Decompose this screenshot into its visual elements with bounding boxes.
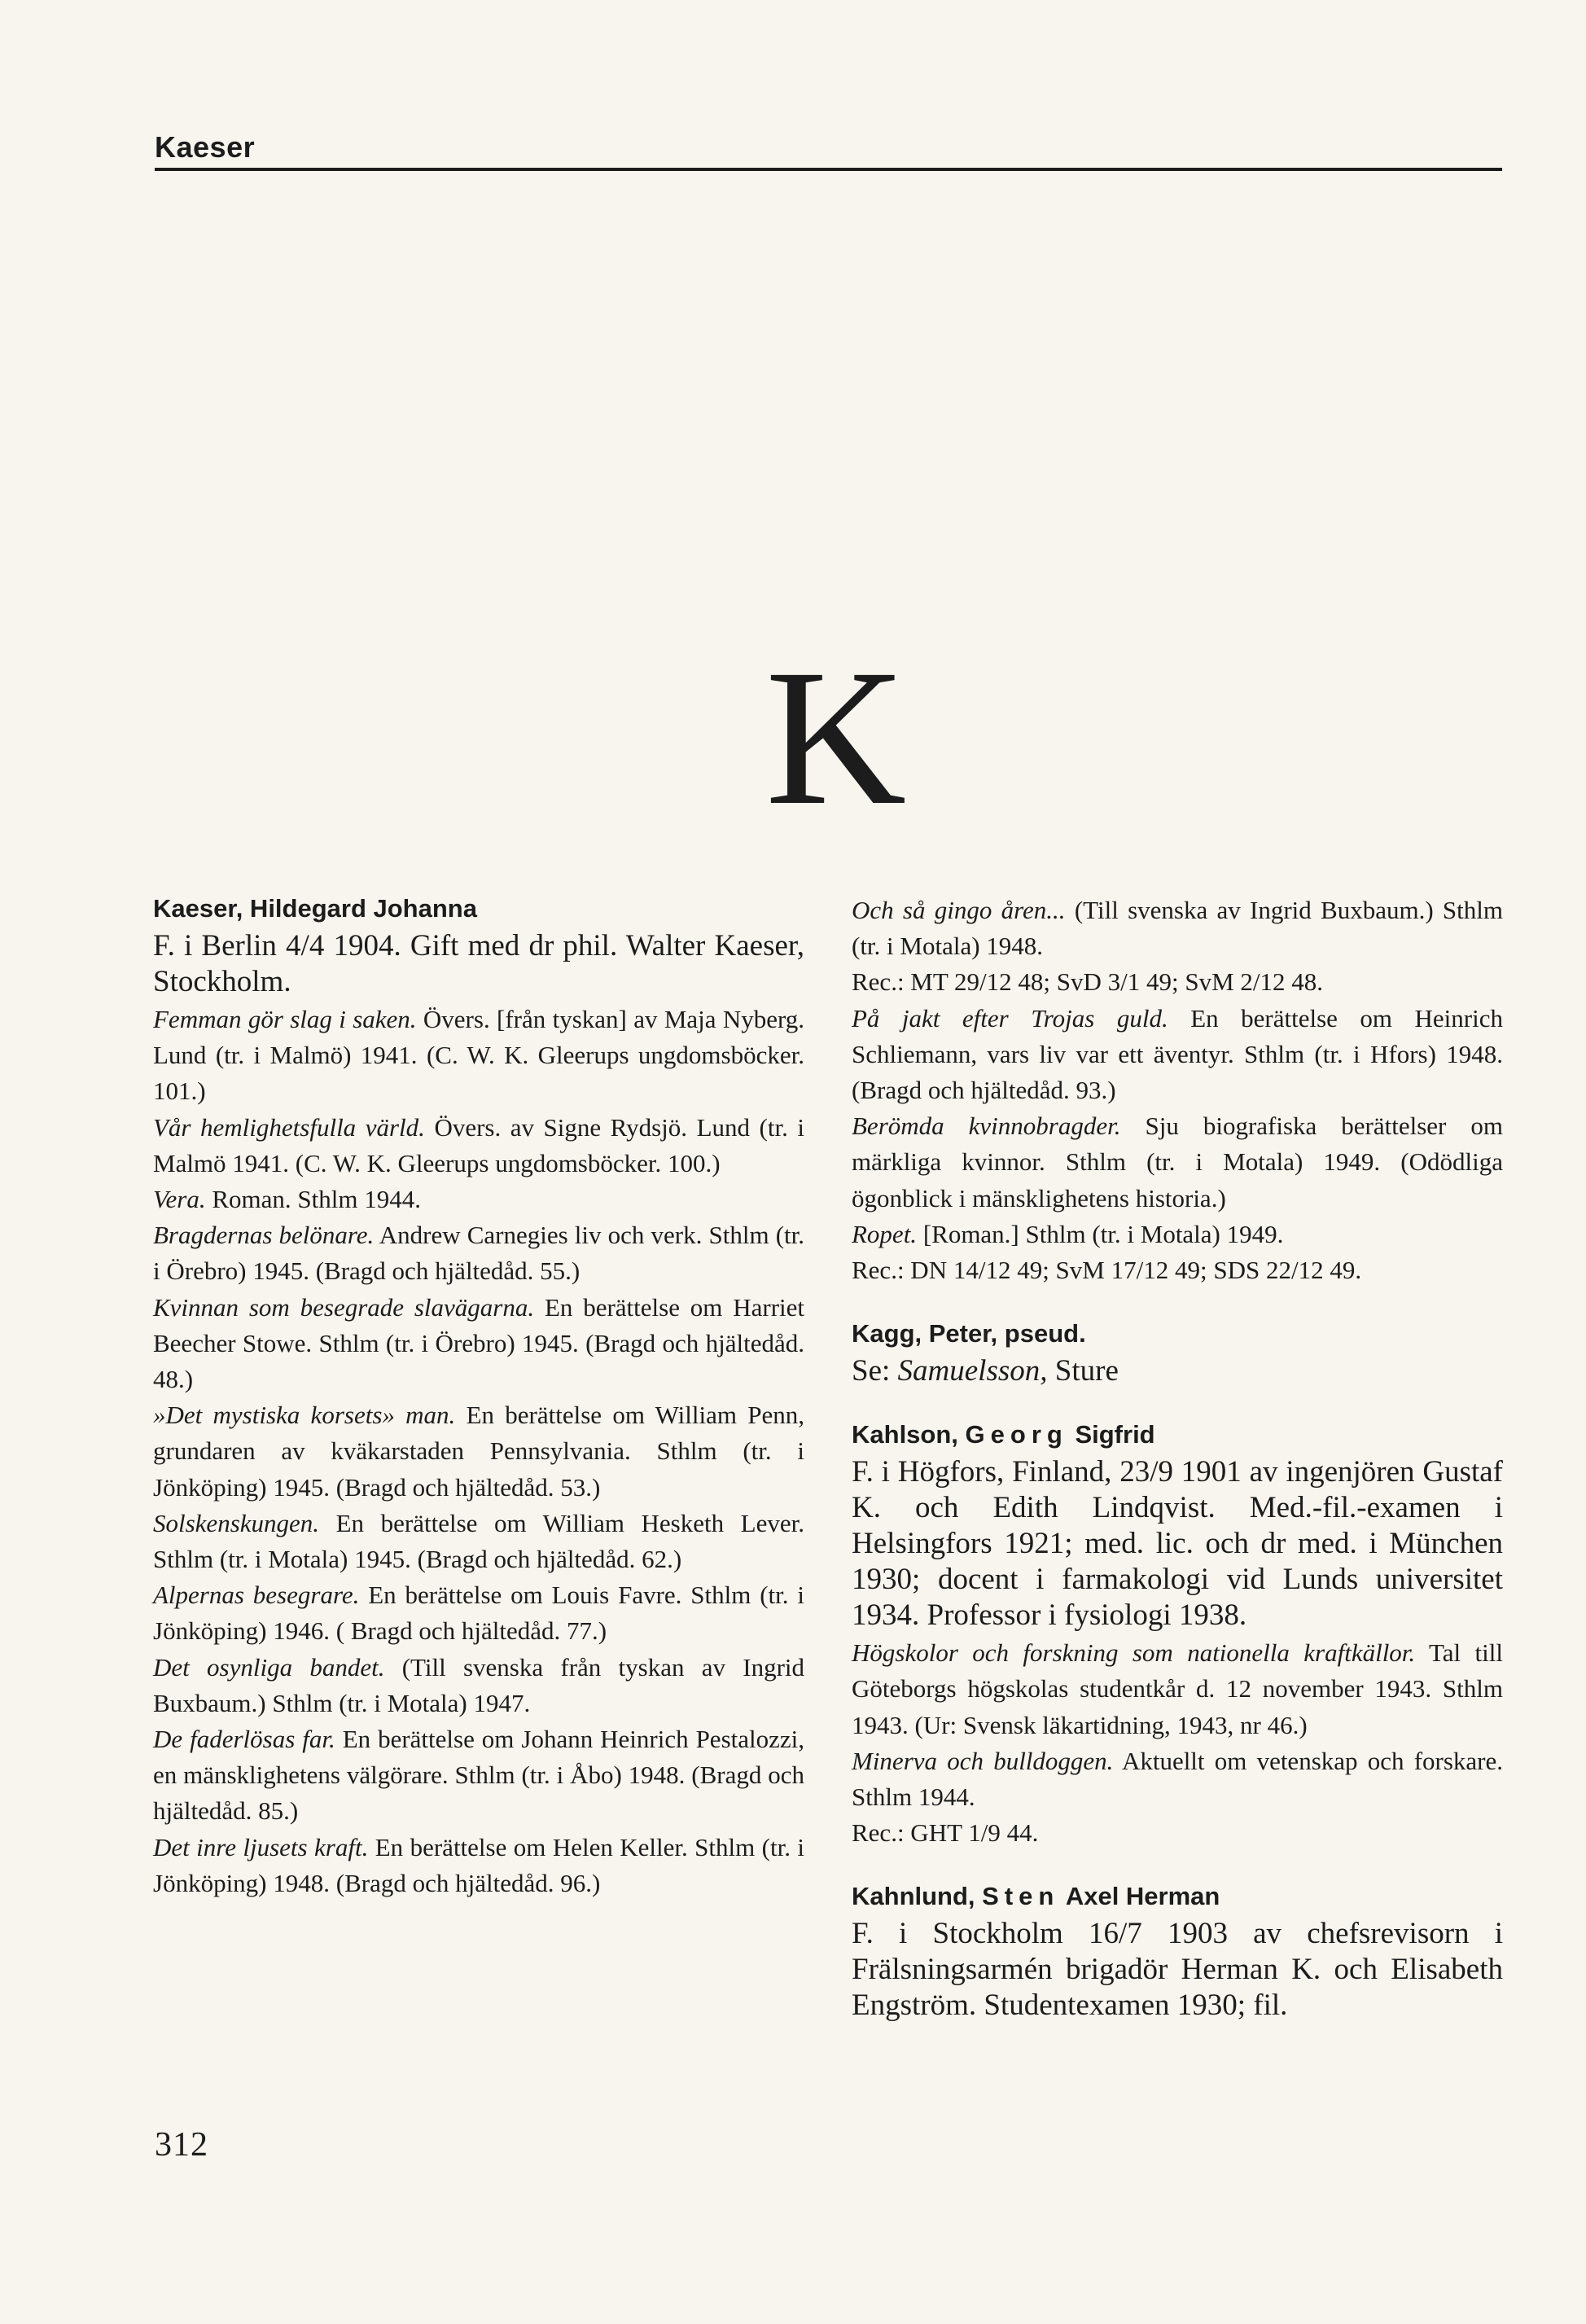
work-item <box>153 1182 804 1217</box>
left-column <box>153 892 804 1931</box>
work-title: Minerva och bulldoggen. <box>852 1746 1114 1775</box>
review-line: Rec.: MT 29/12 48; SvD 3/1 49; SvM 2/12 48. <box>852 967 1323 997</box>
review-line: Rec.: DN 14/12 49; SvM 17/12 49; SDS 22/12 49. <box>852 1256 1362 1285</box>
entry-name: Kagg, Peter, pseud. <box>852 1319 1086 1348</box>
work-details: Tal till Göteborgs högskolas studentkår d. 12 november 1943. Sthlm 1943. (Ur: Svensk läkartidning, 1943, nr 46.) <box>852 1638 1503 1739</box>
work-title: Berömda kvinnobragder. <box>852 1112 1121 1141</box>
work-title: Ropet. <box>852 1219 918 1248</box>
work-details: En berättelse om Johann Heinrich Pestalozzi, en mänsklighetens välgörare. Sthlm (tr. i Åbo) 1948. (Bragd och hjältedåd. 85.) <box>153 1725 804 1826</box>
see-surname: Samuelsson, <box>897 1354 1048 1388</box>
work-item <box>153 1506 804 1577</box>
work-item <box>153 1397 804 1506</box>
entry-name <box>852 1419 1503 1451</box>
work-title: »Det mystiska korsets» man. <box>153 1401 456 1430</box>
name-rest: Sigfrid <box>1075 1420 1155 1449</box>
work-item <box>153 1002 804 1110</box>
work-item <box>153 1650 804 1721</box>
work-title: Kvinnan som besegrade slavägarna. <box>153 1292 535 1322</box>
name-spaced: Sten <box>982 1882 1060 1911</box>
work-item <box>852 1108 1503 1217</box>
section-letter: K <box>765 629 907 845</box>
right-column <box>852 892 1503 2053</box>
entry-kaeser-continued <box>852 892 1503 1288</box>
work-title: Solskenskungen. <box>153 1508 320 1537</box>
see-given: Sture <box>1054 1354 1119 1388</box>
name-spaced: Georg <box>965 1420 1068 1449</box>
work-details: En berättelse om Heinrich Schliemann, vars liv var ett äventyr. Sthlm (tr. i Hfors) 1948. (Bragd och hjältedåd. 93.) <box>852 1003 1503 1105</box>
entry-bio: F. i Stockholm 16/7 1903 av chefsrevisorn i Frälsningsarmén brigadör Herman K. och Elisabeth Engström. Studentexamen 1930; fil. <box>852 1917 1503 2023</box>
work-item <box>852 1743 1503 1815</box>
work-item <box>153 1577 804 1649</box>
work-details: En berättelse om Harriet Beecher Stowe. Sthlm (tr. i Örebro) 1945. (Bragd och hjältedåd. 48.) <box>153 1292 805 1394</box>
work-item <box>852 1001 1503 1109</box>
work-item <box>153 1110 804 1182</box>
name-rest: Axel Herman <box>1065 1882 1220 1911</box>
work-details: Roman. Sthlm 1944. <box>212 1185 421 1214</box>
running-head: Kaeser <box>155 130 256 164</box>
work-title: Och så gingo åren... <box>852 896 1066 924</box>
work-item <box>852 1217 1503 1252</box>
see-prefix: Se: <box>852 1354 891 1388</box>
work-item <box>852 1635 1503 1743</box>
work-details: [Roman.] Sthlm (tr. i Motala) 1949. <box>922 1219 1284 1248</box>
header-rule <box>155 168 1502 171</box>
name-surname: Kahlson, <box>852 1420 958 1449</box>
work-title: Femman gör slag i saken. <box>153 1005 417 1033</box>
work-item <box>153 1217 804 1289</box>
work-details: Övers. av Signe Rydsjö. Lund (tr. i Malmö 1941. (C. W. K. Gleerups ungdomsböcker. 100.) <box>153 1112 804 1177</box>
work-title: Bragdernas belönare. <box>153 1221 375 1250</box>
work-details: En berättelse om William Penn, grundaren av kväkarstaden Pennsylvania. Sthlm (tr. i Jönköping) 1945. (Bragd och hjältedåd. 53.) <box>153 1401 805 1502</box>
entry-bio: F. i Berlin 4/4 1904. Gift med dr phil. Walter Kaeser, Stockholm. <box>153 929 804 998</box>
entry-kahnlund <box>852 1880 1503 2024</box>
work-title: Vera. <box>153 1185 206 1214</box>
work-details: Övers. [från tyskan] av Maja Nyberg. Lund (tr. i Malmö) 1941. (C. W. K. Gleerups ungdomsböcker. 101.) <box>153 1005 805 1106</box>
entry-name <box>852 1880 1503 1913</box>
work-item <box>153 1290 804 1398</box>
see-reference <box>852 1353 1503 1389</box>
work-details: (Till svenska från tyskan av Ingrid Buxbaum.) Sthlm (tr. i Motala) 1947. <box>153 1652 805 1717</box>
entry-bio: F. i Högfors, Finland, 23/9 1901 av ingenjören Gustaf K. och Edith Lindqvist. Med.-fil.-examen i Helsingfors 1921; med. lic. och dr med. i München 1930; docent i farmakologi vid Lunds universitet 1934. Professor i fysiologi 1938. <box>852 1455 1503 1633</box>
entry-name: Kaeser, Hildegard Johanna <box>153 894 477 923</box>
work-item <box>153 1721 804 1830</box>
work-details: En berättelse om Helen Keller. Sthlm (tr. i Jönköping) 1948. (Bragd och hjältedåd. 96.) <box>153 1832 804 1897</box>
name-surname: Kahnlund, <box>852 1882 975 1911</box>
work-details: (Till svenska av Ingrid Buxbaum.) Sthlm (tr. i Motala) 1948. <box>852 896 1504 961</box>
work-details: Sju biografiska berättelser om märkliga kvinnor. Sthlm (tr. i Motala) 1949. (Odödliga ögonblick i mänsklighetens historia.) <box>852 1112 1503 1212</box>
entry-kagg <box>852 1318 1503 1389</box>
work-title: Vår hemlighetsfulla värld. <box>153 1112 425 1142</box>
work-title: Alpernas besegrare. <box>153 1581 360 1610</box>
work-details: En berättelse om William Hesketh Lever. Sthlm (tr. i Motala) 1945. (Bragd och hjältedåd. 62.) <box>153 1508 804 1574</box>
page-number: 312 <box>155 2126 208 2164</box>
entry-kaeser <box>153 892 804 1901</box>
work-title: De faderlösas far. <box>153 1725 335 1754</box>
work-title: På jakt efter Trojas guld. <box>852 1003 1168 1033</box>
review-line: Rec.: GHT 1/9 44. <box>852 1818 1039 1848</box>
work-item <box>153 1830 804 1901</box>
work-title: Det inre ljusets kraft. <box>153 1832 369 1861</box>
entry-kahlson <box>852 1419 1503 1851</box>
work-details: En berättelse om Louis Favre. Sthlm (tr. i Jönköping) 1946. ( Bragd och hjältedåd. 77.) <box>153 1581 804 1646</box>
work-title: Högskolor och forskning som nationella kraftkällor. <box>852 1638 1416 1668</box>
work-details: Aktuellt om vetenskap och forskare. Sthlm 1944. <box>852 1746 1503 1812</box>
work-details: Andrew Carnegies liv och verk. Sthlm (tr. i Örebro) 1945. (Bragd och hjältedåd. 55.) <box>153 1221 804 1286</box>
work-title: Det osynliga bandet. <box>153 1652 385 1682</box>
work-item <box>852 892 1503 964</box>
